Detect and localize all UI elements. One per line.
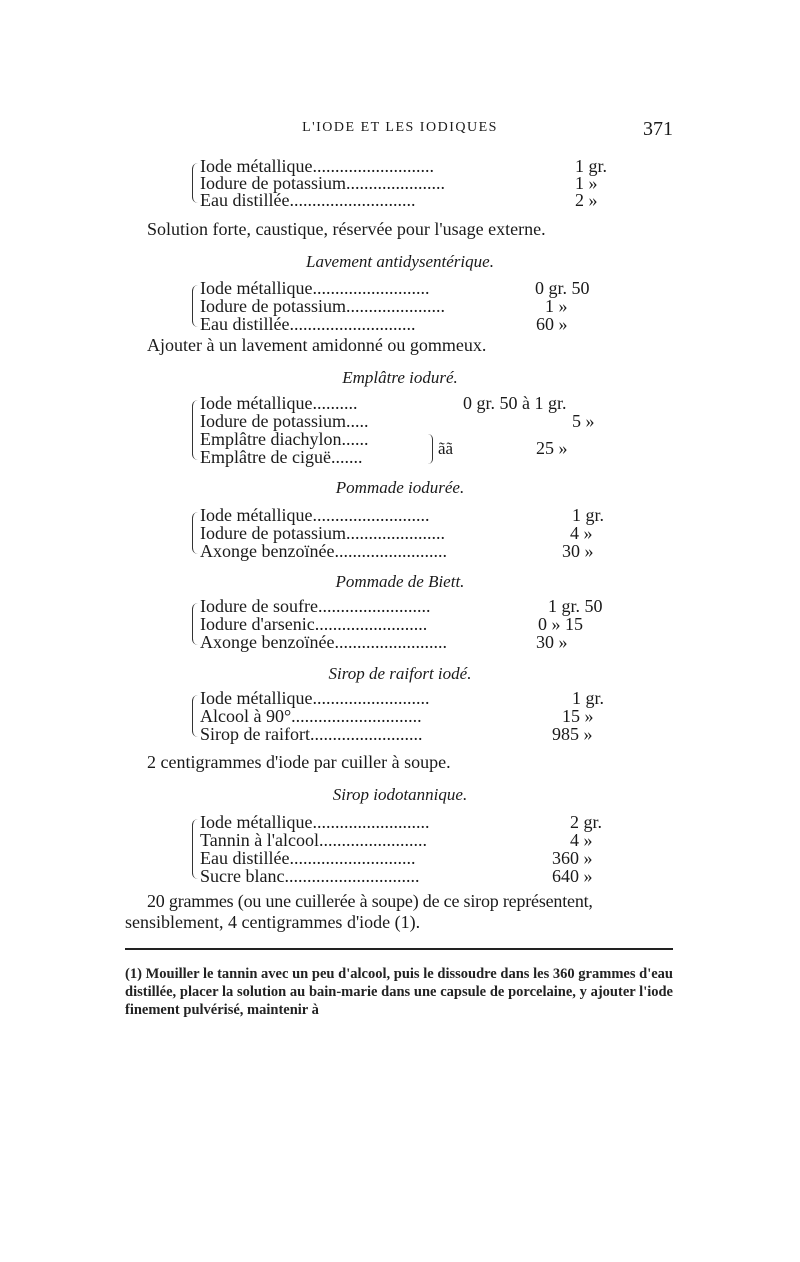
recipe-line (200, 813, 640, 831)
ingredient-amount: 0 gr. 50 (535, 278, 590, 298)
ingredient-label: Alcool à 90°............................. (200, 706, 422, 726)
recipe-line (200, 279, 640, 297)
ingredient-label: Iodure de potassium..... (200, 411, 369, 431)
recipe-raifort (200, 689, 640, 743)
brace (192, 400, 198, 460)
ingredient-amount: 360 » (552, 848, 593, 868)
section-heading: Sirop iodotannique. (332, 785, 468, 804)
ingredient-amount: 1 » (575, 173, 598, 193)
ingredient-amount: 30 » (562, 541, 594, 561)
recipe-line (200, 633, 640, 651)
ingredient-amount: 60 » (536, 314, 568, 334)
recipe-line (200, 412, 640, 430)
brace (192, 163, 198, 203)
ingredient-amount: 1 gr. (575, 156, 608, 176)
recipe-note: 20 grammes (ou une cuillerée à soupe) de ce sirop représentent, (147, 891, 593, 911)
ingredient-amount: 4 » (570, 523, 593, 543)
recipe-line (200, 524, 640, 542)
recipe-note: Ajouter à un lavement amidonné ou gommeux. (147, 335, 487, 355)
recipe-lavement (200, 279, 640, 333)
brace (192, 285, 198, 327)
recipe-line (200, 831, 640, 849)
ingredient-label: Sucre blanc.............................. (200, 866, 420, 886)
ingredient-amount: 25 » (536, 438, 568, 458)
footnote-text: (1) Mouiller le tannin avec un peu d'alcool, puis le dissoudre dans les 360 grammes d'eau distillée, placer la solution au bain-marie dans une capsule de porcelaine, y ajouter l'iode finement pulvérisé, maintenir à (125, 966, 673, 1018)
recipe-line (200, 542, 640, 560)
ingredient-label: Iode métallique.......................... (200, 688, 430, 708)
ingredient-amount: 640 » (552, 866, 593, 886)
ingredient-label: Iode métallique.......................... (200, 505, 430, 525)
ingredient-label: Iodure de soufre......................... (200, 596, 431, 616)
recipe-note: Solution forte, caustique, réservée pour l'usage externe. (147, 219, 546, 239)
recipe-line (200, 615, 640, 633)
section-heading: Pommade iodurée. (335, 478, 465, 497)
ingredient-label: Axonge benzoïnée......................... (200, 541, 447, 561)
ingredient-label: Axonge benzoïnée......................... (200, 632, 447, 652)
footnote-rule (125, 948, 673, 950)
ingredient-label: Iodure d'arsenic......................... (200, 614, 428, 634)
page-header (0, 118, 800, 142)
ingredient-amount: 1 gr. (572, 688, 605, 708)
section-heading: Pommade de Biett. (335, 572, 465, 591)
recipe-line (200, 506, 640, 524)
recipe-iodotannique (200, 813, 640, 885)
section-heading: Sirop de raifort iodé. (328, 664, 472, 683)
recipe-line (200, 430, 640, 448)
ingredient-amount: 1 gr. (572, 505, 605, 525)
ingredient-amount: 4 » (570, 830, 593, 850)
small-brace (428, 434, 433, 464)
ingredient-label: Eau distillée............................ (200, 190, 416, 210)
ingredient-label: Iode métallique.......... (200, 393, 358, 413)
recipe-line (200, 315, 640, 333)
ingredient-label: Eau distillée............................ (200, 314, 416, 334)
ingredient-label: Iode métallique.......................... (200, 278, 430, 298)
recipe-note: sensiblement, 4 centigrammes d'iode (1). (125, 912, 421, 932)
ingredient-label: Emplâtre de ciguë....... (200, 447, 363, 467)
recipe-iode-solution (200, 157, 630, 209)
ingredient-label: Iodure de potassium...................... (200, 173, 445, 193)
ana-mark: ãã (438, 439, 454, 458)
ingredient-amount: 1 gr. 50 (548, 596, 603, 616)
recipe-line (200, 725, 640, 743)
recipe-line (200, 394, 640, 412)
ingredient-amount: 1 » (545, 296, 568, 316)
recipe-biett (200, 597, 640, 651)
recipe-pommade (200, 506, 640, 560)
recipe-line (200, 597, 640, 615)
ingredient-label: Sirop de raifort......................... (200, 724, 423, 744)
ingredient-amount: 15 » (562, 706, 594, 726)
ingredient-amount: 2 » (575, 190, 598, 210)
recipe-note: 2 centigrammes d'iode par cuiller à soupe. (147, 752, 451, 772)
recipe-line (200, 849, 640, 867)
recipe-line (200, 689, 640, 707)
ingredient-label: Iode métallique........................... (200, 156, 434, 176)
ingredient-label: Iodure de potassium...................... (200, 523, 445, 543)
recipe-line (200, 867, 640, 885)
ingredient-amount: 2 gr. (570, 812, 603, 832)
ingredient-label: Iode métallique.......................... (200, 812, 430, 832)
ingredient-label: Emplâtre diachylon...... (200, 429, 369, 449)
recipe-line (200, 191, 630, 209)
ingredient-amount: 5 » (572, 411, 595, 431)
ingredient-label: Iodure de potassium...................... (200, 296, 445, 316)
ingredient-label: Eau distillée............................ (200, 848, 416, 868)
brace (192, 603, 198, 645)
running-head: L'IODE ET LES IODIQUES (302, 120, 498, 135)
ingredient-amount: 0 gr. 50 à 1 gr. (463, 393, 567, 413)
brace (192, 512, 198, 554)
ingredient-amount: 985 » (552, 724, 593, 744)
recipe-line (200, 707, 640, 725)
ingredient-amount: 0 » 15 (538, 614, 583, 634)
recipe-line (200, 297, 640, 315)
brace (192, 819, 198, 879)
section-heading: Lavement antidysentérique. (306, 252, 494, 271)
section-heading: Emplâtre ioduré. (342, 368, 458, 387)
recipe-emplatre (200, 394, 640, 466)
brace (192, 695, 198, 737)
page-number: 371 (643, 118, 673, 140)
ingredient-amount: 30 » (536, 632, 568, 652)
ingredient-label: Tannin à l'alcool........................ (200, 830, 427, 850)
